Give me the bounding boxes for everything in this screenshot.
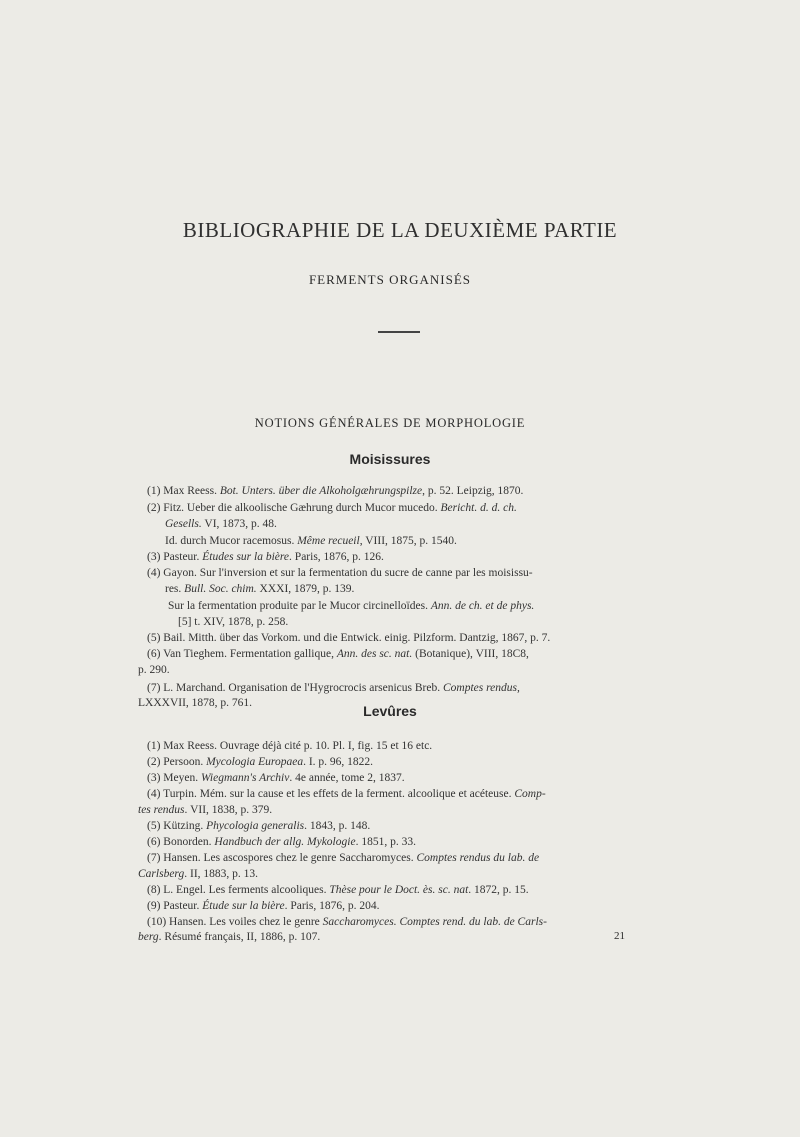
levures-line [147,818,370,834]
moisissures-text: (2) Fitz. Ueber die alkoolische Gæhrung durch Mucor mucedo. [147,502,441,514]
heading-moisissures: Moisissures [349,451,431,467]
moisissures-text: XXXI, 1879, p. 139. [256,583,355,595]
moisissures-text: Sur la fermentation produite par le Mucor circinelloïdes. [168,600,431,612]
levures-text: . 1872, p. 15. [468,884,529,896]
levures-text: (3) Meyen. [147,772,201,784]
moisissures-text: (7) L. Marchand. Organisation de l'Hygrocrocis arsenicus Breb. [147,682,443,694]
levures-line [138,802,272,818]
moisissures-text: Bot. Unters. über die Alkoholgæhrungspilze [219,485,423,497]
moisissures-text: (5) Bail. Mitth. über das Vorkom. und die Entwick. einig. Pilzform. Dantzig, 1867, p. 7. [147,632,551,644]
moisissures-text: . Paris, 1876, p. 126. [289,551,384,563]
levures-text: (6) Bonorden. [147,836,215,848]
moisissures-text: Comptes rendus, [442,682,520,694]
levures-text: (7) Hansen. Les ascospores chez le genre Saccharomyces. [147,852,417,864]
levures-text: Mycologia Europaea [206,756,304,768]
moisissures-text: , VIII, 1875, p. 1540. [359,535,457,547]
levures-line [147,882,529,898]
moisissures-text: Ann. de ch. et de phys. [430,600,535,612]
levures-line [147,786,546,802]
moisissures-line [165,516,277,532]
levures-text: Étude sur la bière [202,900,285,912]
moisissures-text: p. 290. [138,664,170,676]
moisissures-line [147,646,529,662]
moisissures-line [178,614,288,630]
moisissures-text: Bull. Soc. chim. [184,583,257,595]
levures-line [147,914,547,930]
levures-text: . 1843, p. 148. [304,820,371,832]
moisissures-line [147,680,520,696]
levures-line [147,770,405,786]
levures-text: Saccharomyces. Comptes rend. du lab. de Carls- [322,916,547,928]
levures-line [147,850,539,866]
levures-text: berg [138,931,159,943]
moisissures-text: Ann. des sc. nat. [336,648,413,660]
moisissures-line [165,581,354,597]
levures-text: (1) Max Reess. Ouvrage déjà cité p. 10. Pl. I, fig. 15 et 16 etc. [147,740,433,752]
levures-text: (9) Pasteur. [147,900,203,912]
levures-text: (2) Persoon. [147,756,207,768]
moisissures-text: VI, 1873, p. 48. [201,518,277,530]
moisissures-line [147,500,517,516]
levures-text: Comp- [514,788,546,800]
heading-levures: Levûres [363,703,417,719]
moisissures-line [165,533,457,549]
moisissures-text: (Botanique), VIII, 18C8, [412,648,529,660]
levures-line [147,898,379,914]
levures-text: . 4e année, tome 2, 1837. [289,772,405,784]
levures-text: (10) Hansen. Les voiles chez le genre [147,916,323,928]
levures-text: . II, 1883, p. 13. [184,868,259,880]
moisissures-line [138,662,170,678]
levures-text: (4) Turpin. Mém. sur la cause et les effets de la ferment. alcoolique et acéteuse. [147,788,515,800]
moisissures-text: (3) Pasteur. [147,551,203,563]
levures-text: Wiegmann's Archiv [200,772,290,784]
moisissures-text: (6) Van Tieghem. Fermentation gallique, [147,648,337,660]
moisissures-text: LXXXVII, 1878, p. 761. [138,697,253,709]
levures-line [147,738,432,754]
levures-text: (5) Kützing. [147,820,207,832]
moisissures-text: Gesells. [165,518,202,530]
levures-text: tes rendus [138,804,185,816]
levures-text: Handbuch der allg. Mykologie [214,836,356,848]
levures-line [147,754,373,770]
moisissures-text: Études sur la bière [202,551,290,563]
levures-text: . Résumé français, II, 1886, p. 107. [158,931,321,943]
section-title: NOTIONS GÉNÉRALES DE MORPHOLOGIE [254,416,526,430]
moisissures-text: [5] t. XIV, 1878, p. 258. [178,616,289,628]
levures-text: . Paris, 1876, p. 204. [284,900,380,912]
levures-text: Carlsberg [138,868,185,880]
moisissures-text: Bericht. d. d. ch. [440,502,517,514]
moisissures-line [147,549,384,565]
moisissures-line [138,695,252,711]
moisissures-text: res. [165,583,185,595]
levures-line [138,866,258,882]
levures-text: (8) L. Engel. Les ferments alcooliques. [147,884,330,896]
moisissures-text: , p. 52. Leipzig, 1870. [422,485,524,497]
levures-text: Thèse pour le Doct. ès. sc. nat [329,884,469,896]
page-number: 21 [614,930,625,942]
levures-line [138,929,320,945]
moisissures-line [147,565,533,581]
moisissures-text: Id. durch Mucor racemosus. [165,535,298,547]
levures-text: Phycologia generalis [206,820,305,832]
levures-line [147,834,416,850]
moisissures-text: Même recueil [297,535,360,547]
page-title: BIBLIOGRAPHIE DE LA DEUXIÈME PARTIE [182,218,618,242]
title-rule [378,331,420,333]
moisissures-line [147,483,523,499]
moisissures-line [147,630,550,646]
levures-text: . 1851, p. 33. [355,836,416,848]
page-subtitle: FERMENTS ORGANISÉS [308,272,472,287]
levures-text: Comptes rendus du lab. de [416,852,540,864]
levures-text: . I. p. 96, 1822. [303,756,374,768]
moisissures-line [168,598,534,614]
levures-text: . VII, 1838, p. 379. [184,804,273,816]
moisissures-text: (4) Gayon. Sur l'inversion et sur la fermentation du sucre de canne par les moisissu- [147,567,533,579]
moisissures-text: (1) Max Reess. [147,485,220,497]
